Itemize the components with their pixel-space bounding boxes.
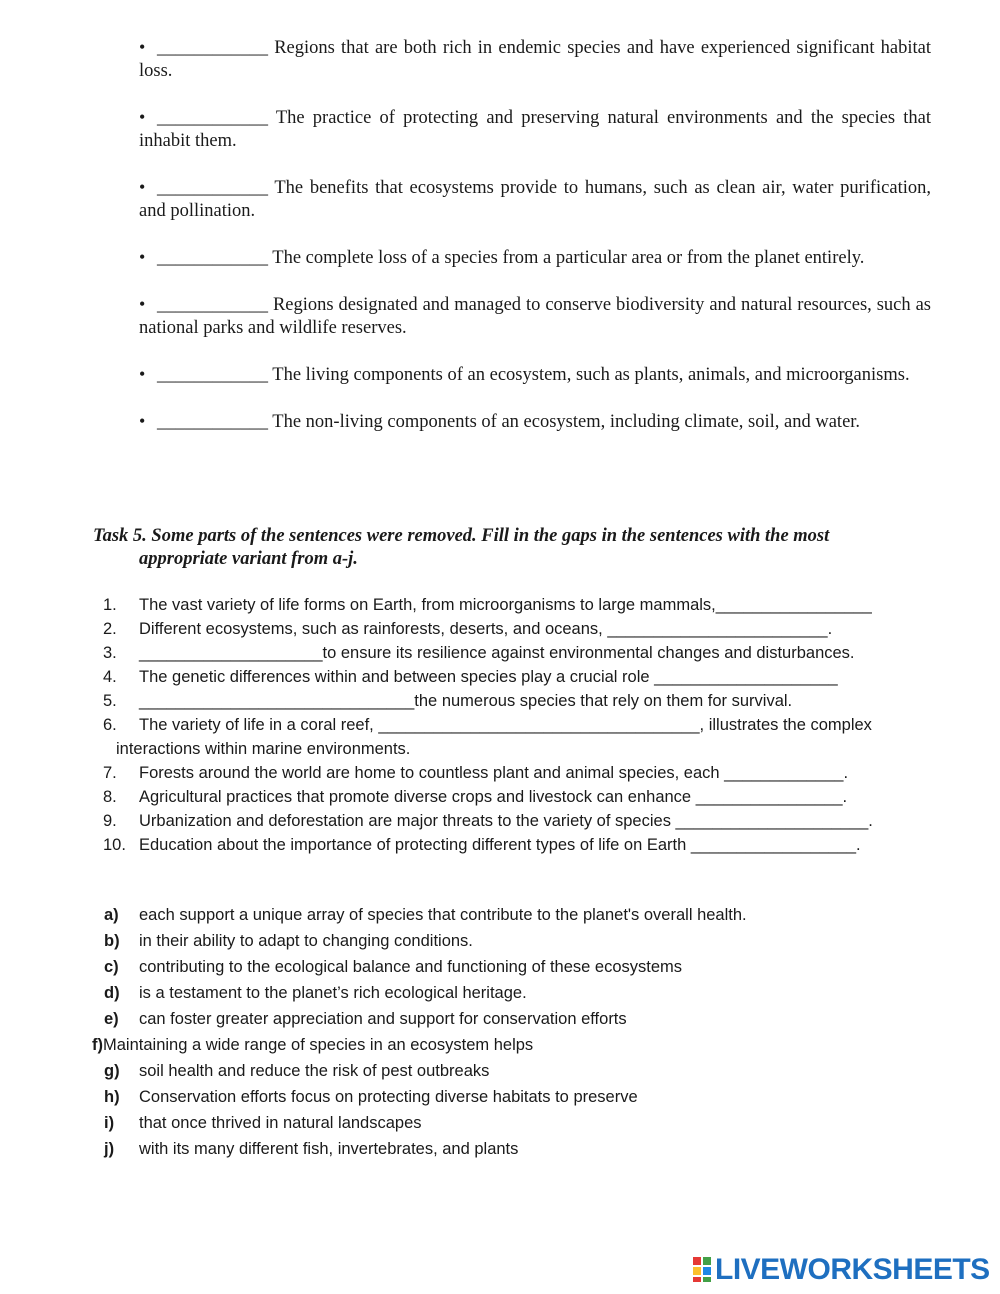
option-item [104, 1084, 904, 1110]
option-letter: f) [92, 1036, 103, 1054]
sentence-text: ______________________________the numerous species that rely on them for survival. [139, 692, 793, 710]
sentence-text: Different ecosystems, such as rainforests, deserts, and oceans, ________________________. [139, 620, 833, 638]
option-text: can foster greater appreciation and support for conservation efforts [139, 1010, 627, 1028]
option-text: that once thrived in natural landscapes [139, 1114, 422, 1132]
option-letter: d) [104, 984, 120, 1002]
options-list [92, 902, 904, 1162]
sentence-item[interactable] [93, 713, 933, 761]
sentence-continuation: interactions within marine environments. [116, 740, 411, 758]
sentence-text: Urbanization and deforestation are major threats to the variety of species _____________________. [139, 812, 873, 830]
definition-text: The living components of an ecosystem, such as plants, animals, and microorganisms. [272, 365, 910, 385]
bullet-icon [139, 293, 157, 317]
definition-item [139, 410, 931, 434]
sentence-item[interactable] [93, 617, 933, 641]
answer-blank[interactable]: ____________ [157, 412, 268, 432]
task-heading [93, 525, 931, 571]
bullet-icon [139, 246, 157, 270]
task-heading-line2: appropriate variant from a-j. [139, 549, 358, 569]
sentence-text: Agricultural practices that promote diverse crops and livestock can enhance ________________. [139, 788, 848, 806]
definition-item [139, 363, 931, 387]
bullet-icon [139, 176, 157, 200]
option-text: contributing to the ecological balance and functioning of these ecosystems [139, 958, 683, 976]
option-letter: a) [104, 906, 119, 924]
definition-text: Regions designated and managed to conserve biodiversity and natural resources, such as national parks and wildlife reserves. [139, 295, 931, 338]
sentence-number: 10. [103, 836, 126, 854]
option-letter: h) [104, 1088, 120, 1106]
bullet-icon [139, 410, 157, 434]
bullet-icon [139, 36, 157, 60]
answer-blank[interactable]: ____________ [157, 108, 268, 128]
liveworksheets-logo-text: LIVEWORKSHEETS [715, 1253, 990, 1286]
sentence-number: 1. [103, 596, 117, 614]
option-text: soil health and reduce the risk of pest outbreaks [139, 1062, 490, 1080]
sentence-text: The genetic differences within and between species play a crucial role ____________________ [139, 668, 838, 686]
sentence-number: 9. [103, 812, 117, 830]
option-letter: b) [104, 932, 120, 950]
definition-text: Regions that are both rich in endemic species and have experienced significant habitat loss. [139, 38, 932, 81]
sentence-item[interactable] [93, 761, 933, 785]
option-text: each support a unique array of species that contribute to the planet's overall health. [139, 906, 747, 924]
sentence-item[interactable] [93, 641, 933, 665]
sentence-text: Forests around the world are home to countless plant and animal species, each _____________. [139, 764, 849, 782]
option-item [104, 980, 904, 1006]
option-text: Conservation efforts focus on protecting diverse habitats to preserve [139, 1088, 638, 1106]
option-letter: e) [104, 1010, 119, 1028]
definition-text: The non-living components of an ecosystem, including climate, soil, and water. [272, 412, 861, 432]
answer-blank[interactable]: ____________ [157, 295, 268, 315]
option-text: Maintaining a wide range of species in an ecosystem helps [103, 1036, 534, 1054]
option-item [104, 1058, 904, 1084]
option-item [92, 1032, 904, 1058]
sentence-number: 7. [103, 764, 117, 782]
definition-item [139, 293, 931, 340]
option-text: is a testament to the planet’s rich ecological heritage. [139, 984, 527, 1002]
option-item [104, 928, 904, 954]
sentence-item[interactable] [93, 785, 933, 809]
task-heading-line1: Task 5. Some parts of the sentences were removed. Fill in the gaps in the sentences with the most [93, 526, 830, 546]
sentences-list [93, 593, 933, 857]
definition-text: The practice of protecting and preserving natural environments and the species that inhabit them. [139, 108, 931, 151]
definition-item [139, 246, 931, 270]
option-text: in their ability to adapt to changing conditions. [139, 932, 473, 950]
definition-text: The benefits that ecosystems provide to humans, such as clean air, water purification, and pollination. [139, 178, 931, 221]
option-letter: g) [104, 1062, 120, 1080]
answer-blank[interactable]: ____________ [157, 248, 268, 268]
answer-blank[interactable]: ____________ [157, 38, 268, 58]
sentence-text: The vast variety of life forms on Earth, from microorganisms to large mammals,_________________ [139, 596, 872, 614]
sentence-number: 2. [103, 620, 117, 638]
option-item [104, 1006, 904, 1032]
definition-text: The complete loss of a species from a particular area or from the planet entirely. [272, 248, 865, 268]
option-letter: c) [104, 958, 119, 976]
option-letter: j) [104, 1140, 115, 1158]
sentence-item[interactable] [93, 689, 933, 713]
option-item [104, 954, 904, 980]
option-item [104, 902, 904, 928]
definition-item [139, 106, 931, 153]
sentence-item[interactable] [93, 833, 933, 857]
definitions-list [139, 36, 931, 457]
sentence-number: 4. [103, 668, 117, 686]
answer-blank[interactable]: ____________ [157, 365, 268, 385]
option-item [104, 1110, 904, 1136]
sentence-number: 8. [103, 788, 117, 806]
sentence-text: Education about the importance of protecting different types of life on Earth __________________. [139, 836, 861, 854]
sentence-text: The variety of life in a coral reef, ___________________________________, illustrates the complex [139, 716, 872, 734]
option-text: with its many different fish, invertebrates, and plants [139, 1140, 519, 1158]
option-item [104, 1136, 904, 1162]
bullet-icon [139, 363, 157, 387]
definition-item [139, 36, 931, 83]
liveworksheets-logo[interactable] [693, 1254, 990, 1286]
sentence-number: 5. [103, 692, 117, 710]
answer-blank[interactable]: ____________ [157, 178, 268, 198]
sentence-item[interactable] [93, 593, 933, 617]
liveworksheets-logo-icon [693, 1257, 713, 1283]
sentence-text: ____________________to ensure its resilience against environmental changes and disturbances. [139, 644, 855, 662]
sentence-item[interactable] [93, 665, 933, 689]
bullet-icon [139, 106, 157, 130]
sentence-number: 3. [103, 644, 117, 662]
definition-item [139, 176, 931, 223]
sentence-number: 6. [103, 716, 117, 734]
sentence-item[interactable] [93, 809, 933, 833]
option-letter: i) [104, 1114, 115, 1132]
